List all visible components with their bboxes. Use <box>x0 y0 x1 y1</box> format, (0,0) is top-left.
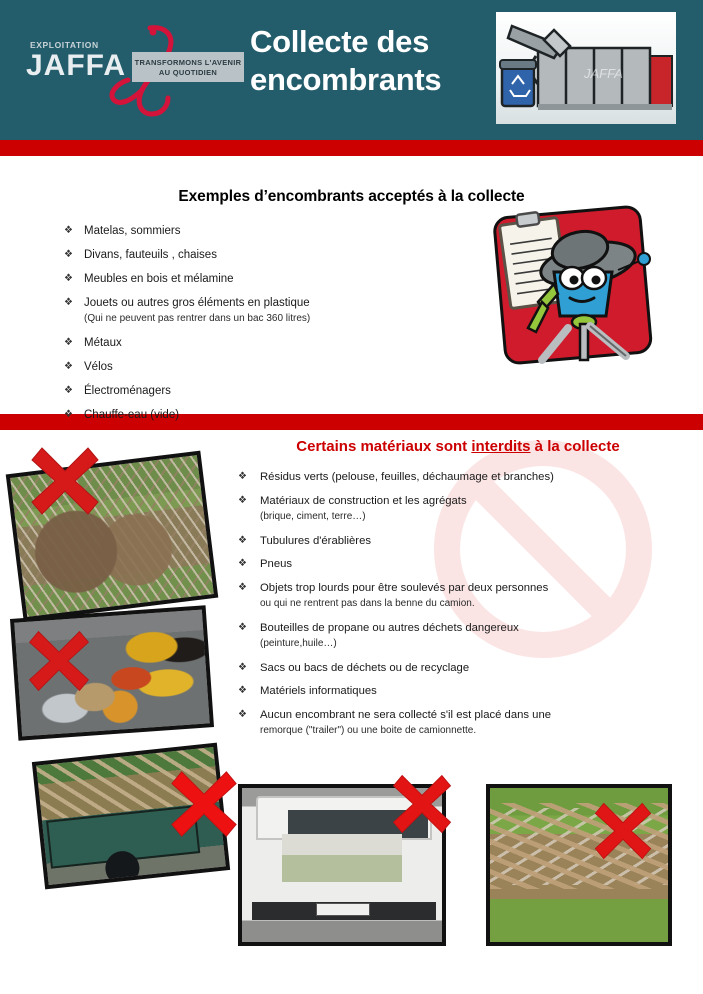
list-item <box>62 360 482 374</box>
red-x-icon <box>28 444 102 518</box>
list-item <box>62 224 482 238</box>
accepted-items-list <box>62 224 482 432</box>
diamond-bullet-icon: ❖ <box>64 409 73 420</box>
diamond-bullet-icon: ❖ <box>238 685 247 696</box>
forbidden-heading <box>232 438 684 455</box>
list-item-label: Meubles en bois et mélamine <box>84 273 234 285</box>
red-x-icon <box>592 800 654 862</box>
list-item <box>62 384 482 398</box>
diamond-bullet-icon: ❖ <box>64 361 73 372</box>
truck-brand-label: JAFFA <box>584 66 623 81</box>
list-item <box>236 621 682 652</box>
list-item <box>62 296 482 326</box>
list-item <box>236 557 682 572</box>
truck-license-plate <box>316 903 370 916</box>
list-item <box>236 684 682 699</box>
list-item <box>236 494 682 525</box>
logo-tagline-line1: TRANSFORMONS L'AVENIR <box>134 58 242 67</box>
garbage-truck-with-bins-icon <box>496 12 676 124</box>
list-item-note: ou qui ne rentrent pas dans la benne du camion. <box>260 598 475 609</box>
logo-tagline-line2: AU QUOTIDIEN <box>158 67 218 77</box>
list-item <box>62 248 482 262</box>
list-item <box>236 581 682 612</box>
list-item-note: (peinture,huile…) <box>260 638 337 649</box>
list-item <box>62 336 482 350</box>
list-item-label: Métaux <box>84 337 122 349</box>
diamond-bullet-icon: ❖ <box>238 558 247 569</box>
forbidden-items-list <box>236 470 682 748</box>
list-item-label: Matelas, sommiers <box>84 225 181 237</box>
list-item-label: Électroménagers <box>84 385 171 397</box>
accepted-heading: Exemples d’encombrants acceptés à la collecte <box>178 188 525 205</box>
truck-load-debris <box>282 834 402 882</box>
diamond-bullet-icon: ❖ <box>238 581 247 593</box>
list-item-label: Résidus verts (pelouse, feuilles, déchaumage et branches) <box>260 471 554 483</box>
list-item-label: Sacs ou bacs de déchets ou de recyclage <box>260 661 470 674</box>
logo-exploitation-text: EXPLOITATION <box>30 40 99 50</box>
logo-brand-text: JAFFA <box>26 49 127 82</box>
list-item <box>62 408 482 422</box>
page-title-line2: encombrants <box>250 62 442 97</box>
list-item-label: Tubulures d'érablières <box>260 534 371 547</box>
list-item-note: (brique, ciment, terre…) <box>260 511 366 522</box>
page-title-line1: Collecte des <box>250 24 430 59</box>
list-item-note: (Qui ne peuvent pas rentrer dans un bac 360 litres) <box>84 313 311 324</box>
diamond-bullet-icon: ❖ <box>238 471 247 482</box>
red-x-icon <box>26 628 92 694</box>
list-item <box>236 534 682 549</box>
page-header <box>0 0 703 140</box>
divider-red-bar-top <box>0 140 703 156</box>
red-x-icon <box>390 772 454 836</box>
list-item-label: Vélos <box>84 361 113 373</box>
list-item-label: Matériaux de construction et les agrégats <box>260 494 467 507</box>
forbidden-heading-underlined: interdits <box>471 438 531 455</box>
list-item <box>236 661 682 676</box>
list-item-label: Divans, fauteuils , chaises <box>84 249 217 261</box>
diamond-bullet-icon: ❖ <box>238 534 247 546</box>
logo-tagline <box>132 52 244 82</box>
diamond-bullet-icon: ❖ <box>64 225 73 236</box>
forbidden-heading-before: Certains matériaux sont <box>296 438 472 455</box>
list-item-note: remorque ("trailer") ou une boite de camionnette. <box>260 725 477 736</box>
list-item-label: Jouets ou autres gros éléments en plastique <box>84 297 310 309</box>
inspector-mascot-with-clipboard-icon <box>484 198 662 378</box>
diamond-bullet-icon: ❖ <box>238 661 247 673</box>
list-item-label: Chauffe-eau (vide) <box>84 409 180 421</box>
page-title <box>250 23 490 99</box>
diamond-bullet-icon: ❖ <box>238 621 247 633</box>
diamond-bullet-icon: ❖ <box>238 494 247 506</box>
list-item-label: Objets trop lourds pour être soulevés par deux personnes <box>260 581 549 594</box>
list-item-label: Aucun encombrant ne sera collecté s'il est placé dans une <box>260 708 552 721</box>
diamond-bullet-icon: ❖ <box>64 249 73 260</box>
list-item <box>236 470 682 485</box>
diamond-bullet-icon: ❖ <box>64 385 73 396</box>
diamond-bullet-icon: ❖ <box>64 273 73 284</box>
diamond-bullet-icon: ❖ <box>64 337 73 348</box>
diamond-bullet-icon: ❖ <box>64 297 73 308</box>
red-x-icon <box>168 768 240 840</box>
forbidden-heading-after: à la collecte <box>530 438 620 455</box>
list-item <box>236 708 682 739</box>
list-item-label: Pneus <box>260 558 293 570</box>
list-item <box>62 272 482 286</box>
diamond-bullet-icon: ❖ <box>238 708 247 720</box>
list-item-label: Bouteilles de propane ou autres déchets dangereux <box>260 621 519 634</box>
list-item-label: Matériels informatiques <box>260 685 377 697</box>
jaffa-logo <box>22 22 247 122</box>
